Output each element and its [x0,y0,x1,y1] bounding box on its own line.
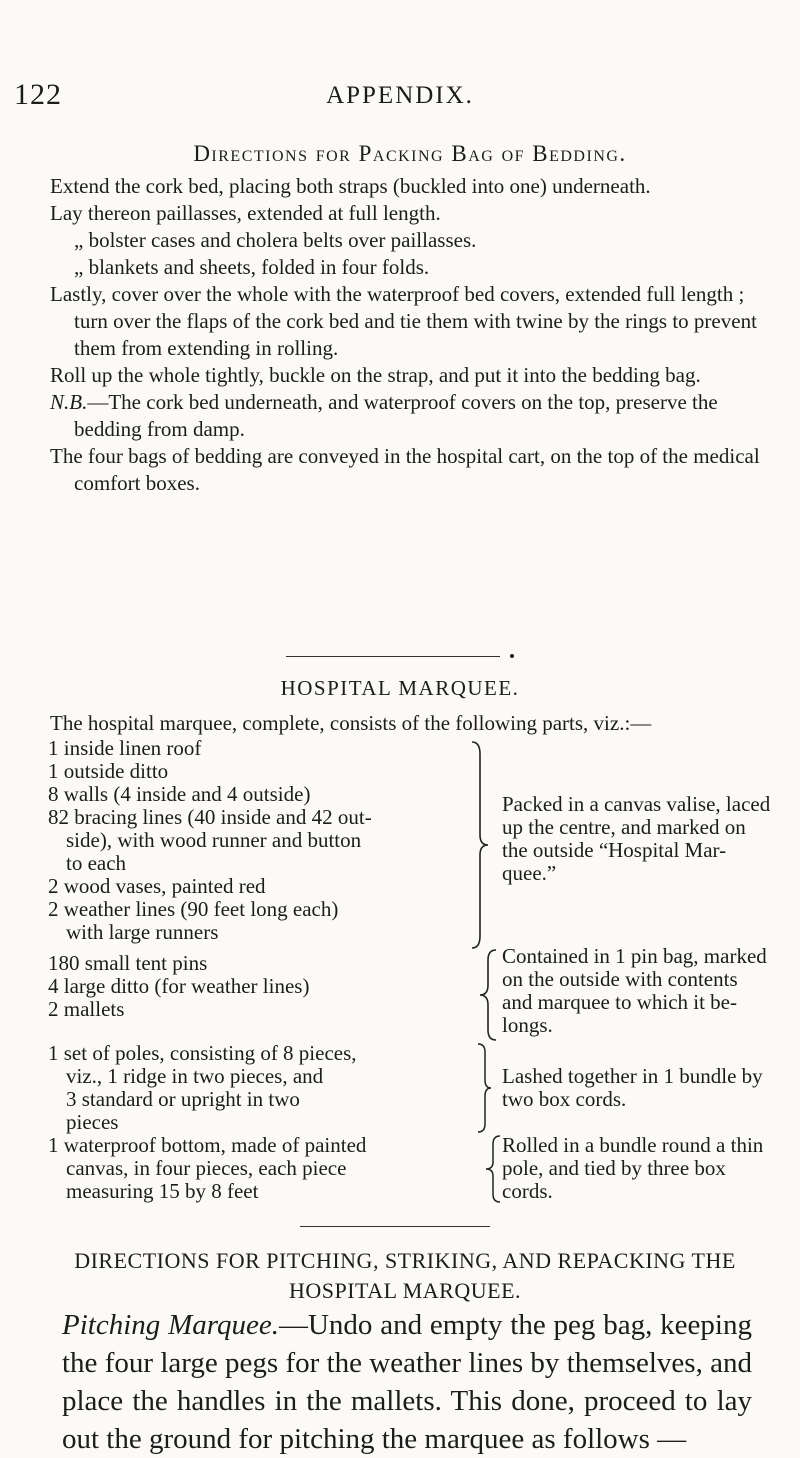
group-1-note: Packed in a canvas valise, laced up the centre, and marked on the outside “Hospital Mar- quee.” [502,792,771,885]
pitching-text: —Undo and empty the peg bag, keeping the four large pegs for the weather lines by themselves, and place the handles in the mallets. This done, proceed to lay out the ground for pitching the marquee as follows — [62,1309,752,1455]
ditto-mark: „ [74,255,84,279]
list-item: pieces [66,1110,119,1134]
pitching-lead: Pitching Marquee. [62,1309,279,1341]
rule-dot [510,654,514,658]
marquee-intro: The hospital marquee, complete, consists of the following parts, viz.:— [50,711,652,735]
list-item: 1 set of poles, consisting of 8 pieces, [48,1041,357,1065]
marquee-group-3 [48,1042,478,1134]
right-brace-icon [468,740,498,950]
group-3-note: Lashed together in 1 bundle by two box cords. [502,1064,763,1111]
list-item: 1 outside ditto [48,759,169,783]
packing-line: Lay thereon paillasses, extended at full length. [50,201,441,225]
list-item: 1 waterproof bottom, made of painted [48,1133,367,1157]
list-item: canvas, in four pieces, each piece [66,1156,347,1180]
packing-line: Roll up the whole tightly, buckle on the strap, and put it into the bedding bag. [50,363,701,387]
ditto-mark: „ [74,228,84,252]
list-item: 82 bracing lines (40 inside and 42 out- [48,805,372,829]
page-header [0,78,800,114]
marquee-group-4 [48,1134,478,1203]
list-item: measuring 15 by 8 feet [66,1179,259,1203]
brace-icon [476,1042,500,1134]
marquee-group-1 [48,737,478,944]
packing-closing: The four bags of bedding are conveyed in the hospital cart, on the top of the medical comfort boxes. [50,444,760,495]
group-4-note: Rolled in a bundle round a thin pole, and tied by three box cords. [502,1133,764,1203]
list-item: 4 large ditto (for weather lines) [48,974,310,998]
list-item: side), with wood runner and button [66,828,362,852]
packing-line: „ blankets and sheets, folded in four folds. [74,255,430,279]
list-item: to each [66,851,127,875]
list-item: 2 wood vases, painted red [48,874,266,898]
pitching-title: DIRECTIONS FOR PITCHING, STRIKING, AND REPACKING THE HOSPITAL MARQUEE. [74,1248,736,1303]
list-item: 1 inside linen roof [48,736,202,760]
packing-section [50,140,770,497]
section-rule [300,1226,490,1227]
group-2-note: Contained in 1 pin bag, marked on the outside with contents and marquee to which it be- longs. [502,944,767,1037]
section-rule [286,656,500,657]
marquee-title: HOSPITAL MARQUEE. [280,676,520,700]
list-item: with large runners [66,920,219,944]
list-item: 180 small tent pins [48,951,208,975]
pitching-paragraph [62,1306,752,1455]
packing-line: Lastly, cover over the whole with the waterproof bed covers, extended full length ; turn over the flaps of the cork bed and tie them with twine by the rings to prevent them from extending in rolling. [50,282,757,360]
packing-line: „ bolster cases and cholera belts over paillasses. [74,228,477,252]
packing-line: Extend the cork bed, placing both straps (buckled into one) underneath. [50,174,651,198]
page-number: 122 [14,78,62,111]
list-item: 8 walls (4 inside and 4 outside) [48,782,311,806]
running-head: APPENDIX. [326,82,474,109]
list-item: 2 weather lines (90 feet long each) [48,897,339,921]
marquee-group-2 [48,952,468,1021]
packing-title: Directions for Packing Bag of Bedding. [193,141,627,166]
nb-label: N.B. [50,390,88,414]
nota-bene: N.B.—The cork bed underneath, and waterproof covers on the top, preserve the bedding from damp. [50,390,718,441]
left-brace-icon [470,948,500,1042]
brace-icon [476,1134,502,1204]
list-item: viz., 1 ridge in two pieces, and [66,1064,324,1088]
list-item: 3 standard or upright in two [66,1087,300,1111]
list-item: 2 mallets [48,997,125,1021]
